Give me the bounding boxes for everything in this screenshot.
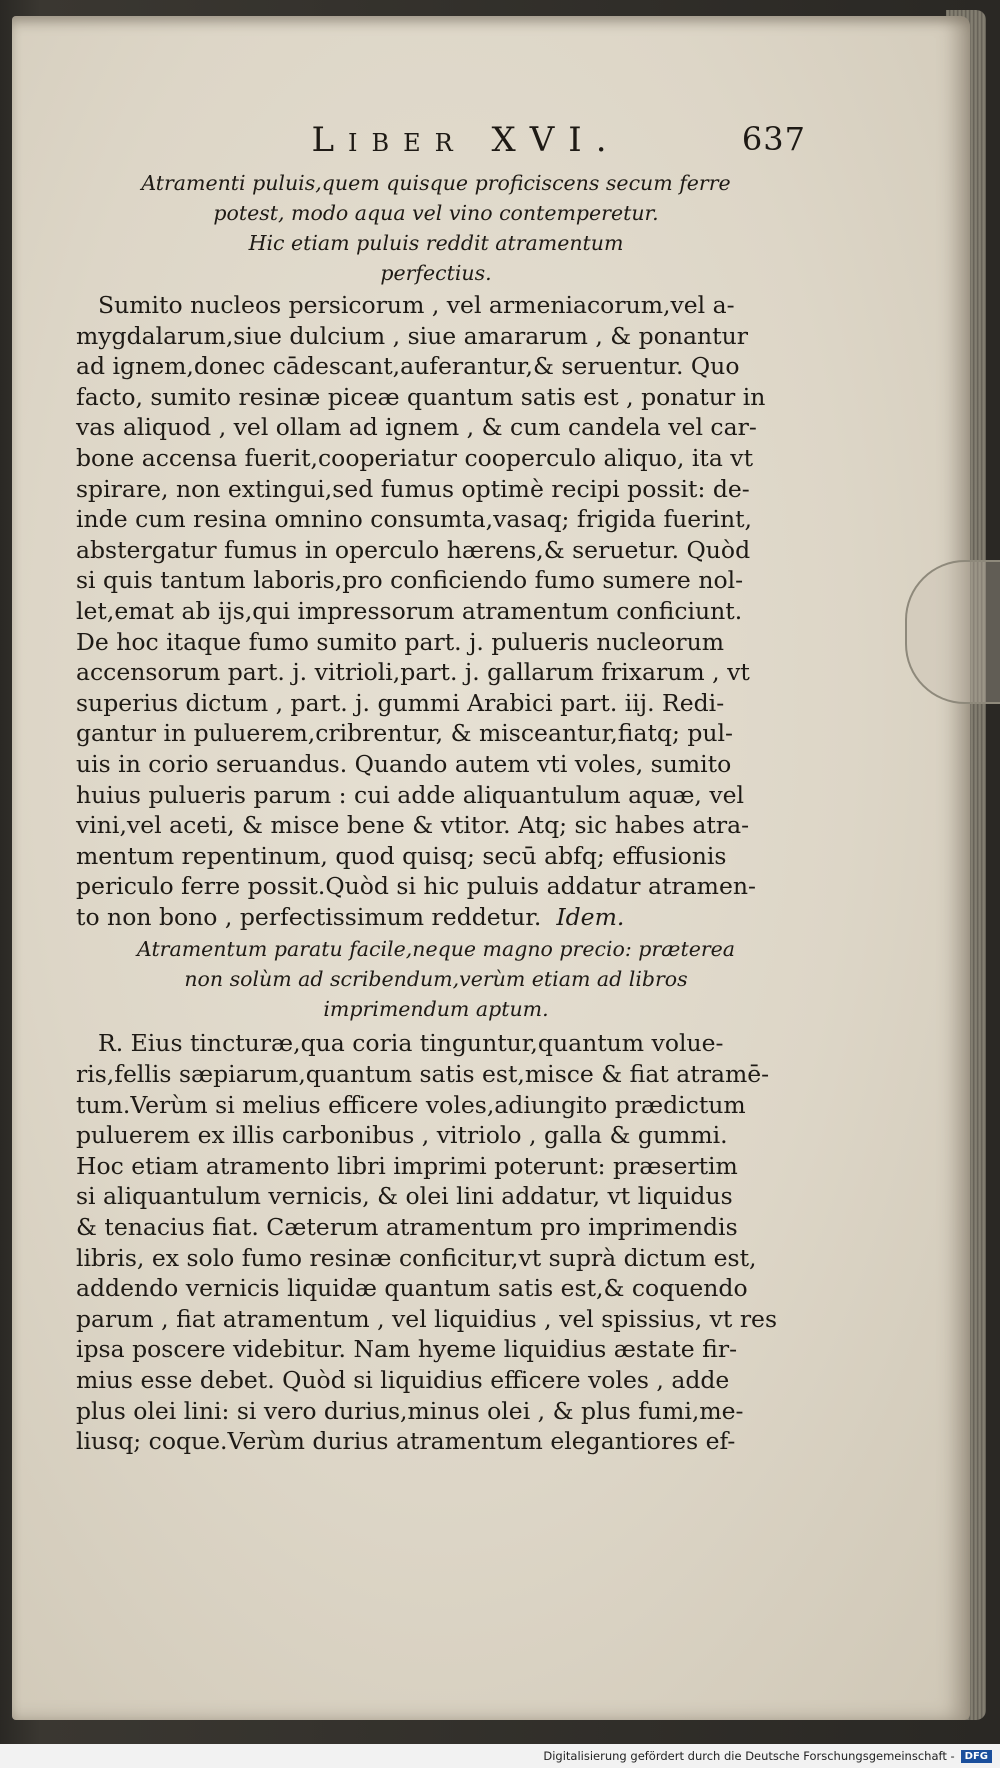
text-line: let,emat ab ijs,qui impressorum atramentum conficiunt.	[76, 596, 743, 625]
text-line: mentum repentinum, quod quisq; secū abfq; effusionis	[76, 841, 727, 870]
text-line-final	[76, 902, 796, 933]
text-line: inde cum resina omnino consumta,vasaq; frigida fuerint,	[76, 505, 752, 534]
page-number: 637	[741, 120, 806, 158]
text-line: mygdalarum,siue dulcium , siue amararum , & ponantur	[76, 321, 748, 350]
running-head-title: Liber XVI.	[311, 120, 621, 160]
dfg-logo: DFG	[961, 1750, 992, 1763]
text-line: tum.Verùm si melius efficere voles,adiungito prædictum	[76, 1090, 746, 1119]
text-line: gantur in puluerem,cribrentur, & misceantur,fiatq; pul-	[76, 719, 733, 748]
heading-line: Atramentum paratu facile,neque magno precio: præterea	[137, 937, 735, 962]
text-line: vas aliquod , vel ollam ad ignem , & cum candela vel car-	[76, 413, 757, 442]
heading-line: non solùm ad scribendum,verùm etiam ad libros	[184, 967, 688, 992]
heading-line: potest, modo aqua vel vino contemperetur.	[213, 201, 659, 225]
text-line: si quis tantum laboris,pro conficiendo fumo sumere nol-	[76, 566, 744, 595]
heading-line: imprimendum aptum.	[323, 997, 549, 1022]
running-head	[76, 120, 806, 168]
section-heading-2	[76, 934, 796, 1024]
text-line: uis in corio seruandus. Quando autem vti voles, sumito	[76, 749, 732, 778]
section-body-2	[76, 1028, 796, 1456]
final-line-text: to non bono , perfectissimum reddetur.	[76, 902, 542, 931]
text-line: Sumito nucleos persicorum , vel armeniacorum,vel a-	[98, 291, 735, 319]
text-line: bone accensa fuerit,cooperiatur cooperculo aliquo, ita vt	[76, 443, 754, 472]
heading-line: perfectius.	[380, 261, 492, 285]
text-line: & tenacius fiat. Cæterum atramentum pro imprimendis	[76, 1213, 738, 1242]
text-line: mius esse debet. Quòd si liquidius efficere voles , adde	[76, 1366, 730, 1394]
text-line: De hoc itaque fumo sumito part. j. pulueris nucleorum	[76, 627, 725, 656]
text-line: huius pulueris parum : cui adde aliquantulum aquæ, vel	[76, 780, 745, 809]
text-line: Hoc etiam atramento libri imprimi poterunt: præsertim	[76, 1151, 738, 1180]
text-line: plus olei lini: si vero durius,minus olei , & plus fumi,me-	[76, 1396, 744, 1425]
footer-credit: Digitalisierung gefördert durch die Deutsche Forschungsgemeinschaft -	[543, 1749, 955, 1763]
text-line: libris, ex solo fumo resinæ conficitur,vt suprà dictum est,	[76, 1243, 757, 1272]
heading-line: Atramenti puluis,quem quisque proficiscens secum ferre	[141, 171, 731, 195]
text-line: puluerem ex illis carbonibus , vitriolo , galla & gummi.	[76, 1121, 728, 1150]
page-tab-mark	[905, 560, 1000, 704]
text-line: spirare, non extingui,sed fumus optimè recipi possit: de-	[76, 474, 750, 503]
text-line: ris,fellis sæpiarum,quantum satis est,misce & fiat atramē-	[76, 1060, 770, 1089]
text-line: superius dictum , part. j. gummi Arabici part. iij. Redi-	[76, 688, 725, 717]
heading-line: Hic etiam puluis reddit atramentum	[248, 231, 624, 255]
text-line: addendo vernicis liquidæ quantum satis est,& coquendo	[76, 1274, 748, 1303]
text-line: facto, sumito resinæ piceæ quantum satis est , ponatur in	[76, 382, 766, 411]
text-line: si aliquantulum vernicis, & olei lini addatur, vt liquidus	[76, 1182, 733, 1211]
text-line: periculo ferre possit.Quòd si hic puluis addatur atramen-	[76, 872, 756, 901]
text-line: vini,vel aceti, & misce bene & vtitor. Atq; sic habes atra-	[76, 811, 750, 840]
text-line: R. Eius tincturæ,qua coria tinguntur,quantum volue-	[98, 1029, 724, 1058]
text-line: accensorum part. j. vitrioli,part. j. gallarum frixarum , vt	[76, 658, 750, 687]
section-body-1	[76, 290, 796, 932]
text-line: abstergatur fumus in operculo hærens,& seruetur. Quòd	[76, 535, 751, 564]
digitization-footer	[0, 1744, 1000, 1768]
text-line: parum , fiat atramentum , vel liquidius , vel spissius, vt res	[76, 1304, 778, 1333]
page-text	[76, 120, 806, 1457]
section-heading-1	[76, 168, 796, 288]
text-line: liusq; coque.Verùm durius atramentum elegantiores ef-	[76, 1427, 736, 1456]
text-line: ipsa poscere videbitur. Nam hyeme liquidius æstate fir-	[76, 1335, 738, 1364]
text-line: ad ignem,donec cādescant,auferantur,& seruentur. Quo	[76, 352, 740, 381]
source-note: Idem.	[556, 902, 625, 931]
